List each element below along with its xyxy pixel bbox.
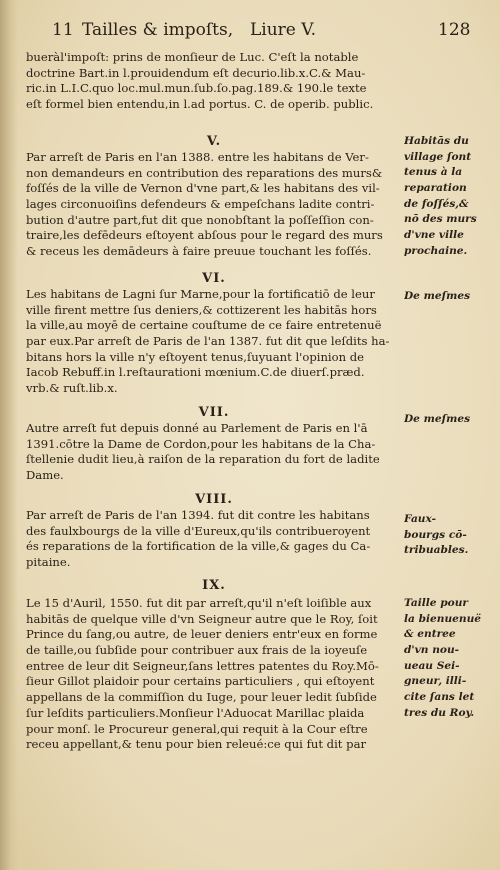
running-header <box>0 20 500 44</box>
text-line: Prince du ſang,ou autre, de leuer deniers entr'eux en forme <box>26 627 378 642</box>
text-line: bitans hors la ville n'y eſtoyent tenus,ſuyuant l'opinion de <box>26 349 365 364</box>
margin-line: Faux- <box>404 513 437 525</box>
margin-note-viii <box>404 512 496 559</box>
text-line: doctrine Bart.in l.prouidendum eſt decurio.lib.x.C.& Mau- <box>26 65 366 80</box>
text-line: Iacob Rebuff.in l.reſtaurationi mœnium.C.de diuerſ.præd. <box>26 365 365 380</box>
section-ix-text <box>26 596 402 753</box>
margin-line: d'vne ville <box>404 229 464 242</box>
margin-line: Taille pour <box>404 597 468 609</box>
margin-note-ix <box>404 596 496 722</box>
text-line: entree de leur dit Seigneur,ſans lettres patentes du Roy.Mō- <box>26 658 379 673</box>
text-line: ſur leſdits particuliers.Monſieur l'Aduocat Marillac plaida <box>26 705 365 720</box>
section-v-text <box>26 150 402 260</box>
text-line: bution d'autre part,fut dit que nonobſtant la poſſeſſion con- <box>26 212 374 227</box>
text-line: foſſés de la ville de Vernon d'vne part,& les habitans des vil- <box>26 181 380 196</box>
text-line: ville firent mettre ſus deniers,& cottizerent les habitās hors <box>26 302 377 317</box>
text-line: habitās de quelque ville d'vn Seigneur autre que le Roy, ſoit <box>26 611 378 626</box>
text-line: Le 15 d'Auril, 1550. fut dit par arreſt,qu'il n'eſt loiſible aux <box>26 596 372 610</box>
margin-line: cite ſans let <box>404 691 475 704</box>
text-line: receu appellant,& tenu pour bien releué:ce qui fut dit par <box>26 737 367 752</box>
section-heading-ix: IX. <box>202 578 226 593</box>
margin-line: village ſont <box>404 150 472 163</box>
page-fold-shadow <box>0 0 18 870</box>
text-line: des faulxbourgs de la ville d'Eureux,qu'ils contribueroyent <box>26 523 371 538</box>
text-line: appellans de la commiſſion du Iuge, pour leuer ledit ſubſide <box>26 690 377 705</box>
margin-line: gneur, illi- <box>404 675 467 688</box>
text-line: traire,les defēdeurs eſtoyent abſous pour le regard des murs <box>26 228 383 243</box>
book-label: Liure V. <box>250 20 316 40</box>
section-vii-text <box>26 421 402 484</box>
text-line: pour monſ. le Procureur general,qui requit à la Cour eſtre <box>26 721 368 736</box>
text-line: Les habitans de Lagni ſur Marne,pour la fortificatiō de leur <box>26 287 375 301</box>
margin-line: nō des murs <box>404 213 477 226</box>
margin-line: De meſmes <box>404 290 471 302</box>
text-line: Autre arreſt fut depuis donné au Parlement de Paris en l'ā <box>26 421 368 435</box>
section-heading-vi: VI. <box>202 271 226 286</box>
text-line: non demandeurs en contribution des reparations des murs& <box>26 165 383 180</box>
text-line: Par arreſt de Paris de l'an 1394. fut dit contre les habitans <box>26 508 370 522</box>
text-line: vrb.& ruſt.lib.x. <box>26 381 118 396</box>
margin-line: la bienuenuë <box>404 612 482 625</box>
text-line: ric.in L.I.C.quo loc.mul.mun.ſub.ſo.pag.189.& 190.le texte <box>26 81 367 96</box>
page-number: 11 <box>52 20 74 40</box>
margin-note-v <box>404 134 496 260</box>
paragraph-continued <box>26 50 402 113</box>
section-viii-text <box>26 508 402 571</box>
section-heading-viii: VIII. <box>195 492 233 507</box>
text-line: par eux.Par arreſt de Paris de l'an 1387. fut dit que leſdits ha- <box>26 334 390 349</box>
margin-line: tribuables. <box>404 544 469 557</box>
margin-line: d'vn nou- <box>404 644 460 657</box>
margin-note-vi <box>404 289 496 305</box>
text-line: és reparations de la fortification de la ville,& gages du Ca- <box>26 539 371 554</box>
text-line: ſieur Gillot plaidoir pour certains particuliers , qui eſtoyent <box>26 674 375 689</box>
section-heading-v: V. <box>206 134 222 149</box>
text-line: Dame. <box>26 468 64 483</box>
margin-line: ueau Sei- <box>404 659 460 672</box>
text-line: lages circonuoiſins defendeurs & empeſchans ladite contri- <box>26 197 375 212</box>
text-line: ſtellenie dudit lieu,à raiſon de la reparation du fort de ladite <box>26 452 380 467</box>
section-vi-text <box>26 287 402 397</box>
margin-line: prochaine. <box>404 244 468 257</box>
text-line: pitaine. <box>26 555 71 570</box>
text-line: Par arreſt de Paris en l'an 1388. entre les habitans de Ver- <box>26 150 369 164</box>
margin-line: tres du Roy. <box>404 706 475 719</box>
margin-line: de foſſés,& <box>404 197 469 210</box>
margin-line: & entree <box>404 628 456 641</box>
text-line: de taille,ou ſubſide pour contribuer aux frais de la ioyeuſe <box>26 643 368 658</box>
text-line: bueràl'impoſt: prins de monſieur de Luc. C'eſt la notable <box>26 50 359 64</box>
text-line: & receus les demādeurs à faire preuue touchant les foſſés. <box>26 244 372 259</box>
text-line: la ville,au moyē de certaine couſtume de ce faire entretenuë <box>26 318 382 333</box>
margin-note-vii <box>404 412 496 428</box>
folio-number: 128 <box>438 20 471 40</box>
margin-line: Habitās du <box>404 135 469 147</box>
margin-line: tenus à la <box>404 166 463 179</box>
running-title: Tailles & impoſts, <box>82 20 234 40</box>
section-heading-vii: VII. <box>198 405 230 420</box>
text-line: 1391.cōtre la Dame de Cordon,pour les habitans de la Cha- <box>26 436 376 451</box>
margin-line: reparation <box>404 182 467 195</box>
margin-line: De meſmes <box>404 413 471 425</box>
text-line: eſt formel bien entendu,in l.ad portus. C. de operib. public. <box>26 97 374 112</box>
margin-line: bourgs cō- <box>404 528 467 541</box>
